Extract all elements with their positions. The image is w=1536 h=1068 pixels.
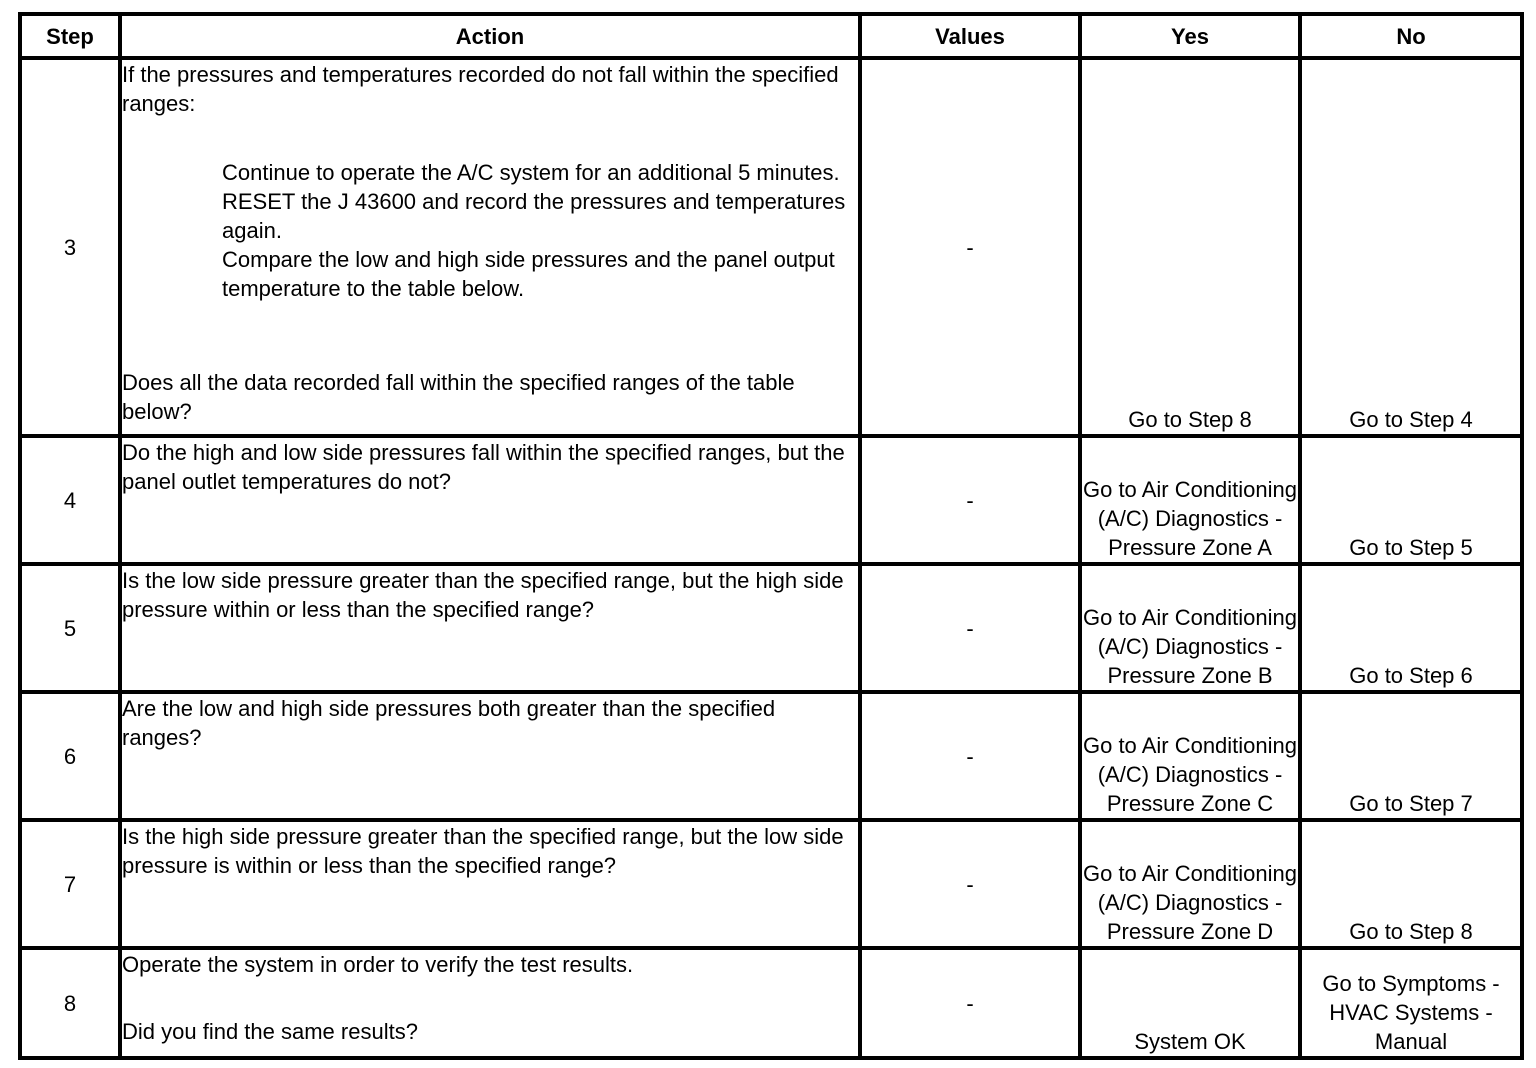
diagnostic-table — [18, 12, 1524, 1060]
step-number: 5 — [20, 564, 120, 692]
table-row-step-6 — [20, 692, 1522, 820]
action-cell: Is the low side pressure greater than the specified range, but the high side pressure within or less than the specified range? — [120, 564, 860, 692]
yes-cell: Go to Air Conditioning (A/C) Diagnostics - Pressure Zone B — [1080, 564, 1300, 692]
values-cell: - — [860, 436, 1080, 564]
action-cell: Is the high side pressure greater than the specified range, but the low side pressure is within or less than the specified range? — [120, 820, 860, 948]
action-question: Did you find the same results? — [122, 1019, 418, 1044]
action-steps-list — [122, 118, 858, 343]
header-no: No — [1300, 14, 1522, 58]
values-cell: - — [860, 692, 1080, 820]
action-cell — [120, 948, 860, 1058]
table-row-step-5 — [20, 564, 1522, 692]
header-action: Action — [120, 14, 860, 58]
step-number: 7 — [20, 820, 120, 948]
header-step: Step — [20, 14, 120, 58]
table-row-step-7 — [20, 820, 1522, 948]
action-step-item: RESET the J 43600 and record the pressures and temperatures again. — [222, 189, 846, 243]
table-row-step-4 — [20, 436, 1522, 564]
action-step-item: Compare the low and high side pressures and the panel output temperature to the table below. — [222, 247, 835, 301]
step-number: 3 — [20, 58, 120, 436]
yes-cell: System OK — [1080, 948, 1300, 1058]
action-question: Does all the data recorded fall within the specified ranges of the table below? — [122, 370, 795, 424]
action-cell — [120, 58, 860, 436]
action-cell: Do the high and low side pressures fall within the specified ranges, but the panel outlet temperatures do not? — [120, 436, 860, 564]
step-number: 4 — [20, 436, 120, 564]
table-row-step-8 — [20, 948, 1522, 1058]
yes-cell: Go to Air Conditioning (A/C) Diagnostics - Pressure Zone A — [1080, 436, 1300, 564]
table-row-step-3 — [20, 58, 1522, 436]
yes-cell: Go to Step 8 — [1080, 58, 1300, 436]
values-cell: - — [860, 58, 1080, 436]
values-cell: - — [860, 820, 1080, 948]
action-intro: If the pressures and temperatures recorded do not fall within the specified ranges: — [122, 62, 839, 116]
no-cell: Go to Step 4 — [1300, 58, 1522, 436]
values-cell: - — [860, 564, 1080, 692]
action-intro: Operate the system in order to verify the test results. — [122, 952, 634, 977]
action-step-item: Continue to operate the A/C system for an additional 5 minutes. — [222, 160, 840, 185]
header-yes: Yes — [1080, 14, 1300, 58]
no-cell: Go to Step 7 — [1300, 692, 1522, 820]
no-cell: Go to Symptoms - HVAC Systems - Manual — [1300, 948, 1522, 1058]
step-number: 8 — [20, 948, 120, 1058]
values-cell: - — [860, 948, 1080, 1058]
no-cell: Go to Step 5 — [1300, 436, 1522, 564]
header-values: Values — [860, 14, 1080, 58]
step-number: 6 — [20, 692, 120, 820]
no-cell: Go to Step 6 — [1300, 564, 1522, 692]
yes-cell: Go to Air Conditioning (A/C) Diagnostics - Pressure Zone D — [1080, 820, 1300, 948]
no-cell: Go to Step 8 — [1300, 820, 1522, 948]
header-row — [20, 14, 1522, 58]
action-cell: Are the low and high side pressures both greater than the specified ranges? — [120, 692, 860, 820]
yes-cell: Go to Air Conditioning (A/C) Diagnostics - Pressure Zone C — [1080, 692, 1300, 820]
